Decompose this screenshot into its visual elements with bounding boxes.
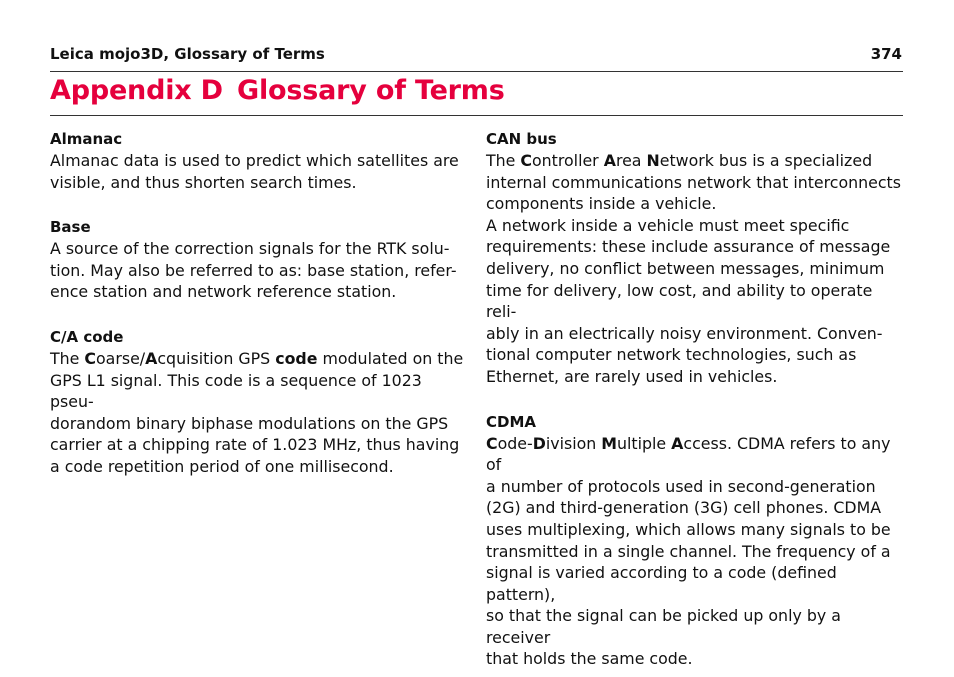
right-column	[486, 130, 906, 670]
glossary-entry-cdma	[486, 413, 906, 671]
term-almanac: Almanac	[50, 130, 123, 148]
definition-line: dorandom binary biphase modulations on the GPS	[50, 413, 449, 433]
definition-ca-code	[50, 348, 468, 478]
glossary-entry-almanac	[50, 130, 468, 193]
term-base: Base	[50, 218, 91, 237]
definition-line: The Coarse/Acquisition GPS code modulated on the	[50, 348, 464, 368]
chapter-heading	[50, 75, 505, 106]
definition-line: ably in an electrically noisy environment. Conven-	[486, 323, 883, 343]
definition-line: Code-Division Multiple Access. CDMA refers to any of	[486, 433, 891, 475]
definition-line: A network inside a vehicle must meet specific	[486, 215, 850, 235]
definition-line: tional computer network technologies, such as	[486, 345, 857, 365]
definition-line: tion. May also be referred to as: base station, refer-	[50, 260, 457, 280]
glossary-entry-ca-code	[50, 328, 468, 478]
definition-line: GPS L1 signal. This code is a sequence of 1023 pseu-	[50, 370, 422, 412]
definition-line: A source of the correction signals for the RTK solu-	[50, 239, 450, 259]
glossary-entry-can-bus	[486, 130, 906, 388]
definition-line: that holds the same code.	[486, 649, 693, 669]
definition-line: a number of protocols used in second-generation	[486, 476, 876, 496]
definition-line: ence station and network reference station.	[50, 282, 397, 302]
definition-can-bus	[486, 150, 906, 388]
header-divider	[50, 71, 903, 72]
definition-line: signal is varied according to a code (defined pattern),	[486, 563, 837, 604]
term-ca-code: C/A code	[50, 327, 124, 346]
definition-line: requirements: these include assurance of message	[486, 237, 891, 257]
chapter-divider	[50, 115, 903, 116]
definition-line: uses multiplexing, which allows many signals to be	[486, 519, 891, 539]
definition-line: Almanac data is used to predict which satellites are	[50, 151, 459, 170]
chapter-number: Appendix D	[50, 75, 223, 106]
definition-line: time for delivery, low cost, and ability to operate reli-	[486, 280, 873, 322]
definition-line: (2G) and third-generation (3G) cell phones. CDMA	[486, 498, 882, 518]
header-title: Leica mojo3D, Glossary of Terms	[50, 45, 325, 63]
definition-line: transmitted in a single channel. The frequency of a	[486, 541, 891, 561]
definition-line: delivery, no conflict between messages, minimum	[486, 258, 885, 278]
definition-line: components inside a vehicle.	[486, 194, 717, 214]
left-column	[50, 130, 468, 478]
page-number: 374	[870, 45, 902, 63]
definition-cdma	[486, 433, 906, 671]
definition-line: carrier at a chipping rate of 1.023 MHz, thus having	[50, 435, 460, 455]
term-can-bus: CAN bus	[486, 130, 557, 148]
definition-line: visible, and thus shorten search times.	[50, 172, 357, 192]
glossary-entry-base	[50, 218, 468, 303]
term-cdma: CDMA	[486, 412, 536, 431]
chapter-title: Glossary of Terms	[237, 75, 505, 106]
definition-almanac	[50, 150, 468, 193]
definition-line: Ethernet, are rarely used in vehicles.	[486, 366, 778, 386]
definition-line: internal communications network that interconnects	[486, 172, 901, 192]
definition-line: so that the signal can be picked up only by a receiver	[486, 606, 841, 647]
definition-base	[50, 238, 468, 303]
definition-line: a code repetition period of one millisecond.	[50, 456, 394, 476]
definition-line: The Controller Area Network bus is a specialized	[486, 151, 873, 170]
